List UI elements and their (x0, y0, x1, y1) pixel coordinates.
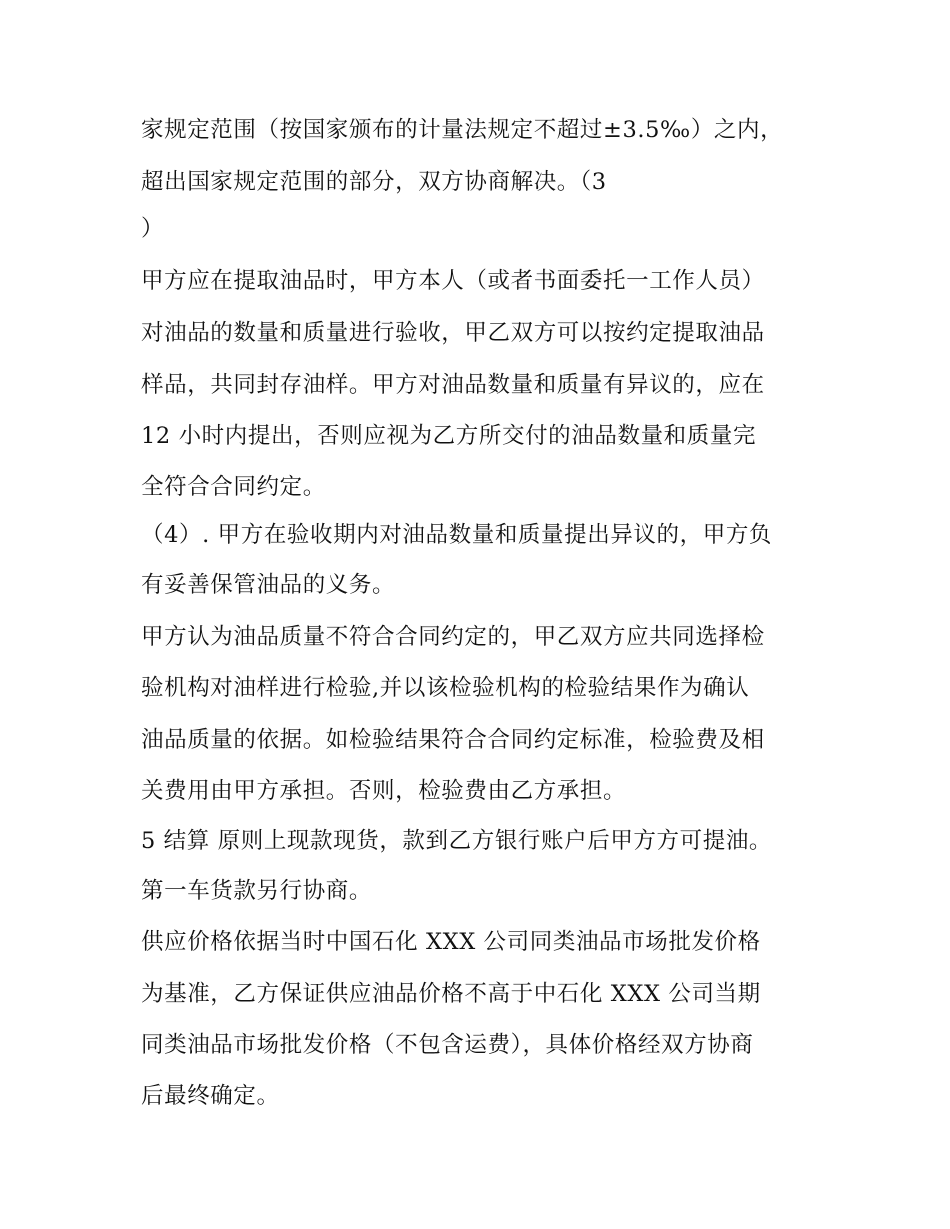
text-line: 有妥善保管油品的义务。 (141, 572, 396, 598)
text-line: 后最终确定。 (141, 1083, 280, 1109)
text-line: 样品，共同封存油样。甲方对油品数量和质量有异议的，应在 (141, 372, 765, 398)
text-line: 5 结算 原则上现款现货，款到乙方银行账户后甲方方可提油。 (141, 828, 773, 854)
text-line: 对油品的数量和质量进行验收，甲乙双方可以按约定提取油品 (141, 320, 765, 346)
text-line: 甲方应在提取油品时，甲方本人（或者书面委托一工作人员） (141, 268, 765, 294)
text-line: 供应价格依据当时中国石化 XXX 公司同类油品市场批发价格 (141, 929, 761, 955)
text-line: 超出国家规定范围的部分，双方协商解决。（3 (141, 169, 607, 195)
text-line: 12 小时内提出，否则应视为乙方所交付的油品数量和质量完 (141, 423, 757, 449)
text-line: （4）. 甲方在验收期内对油品数量和质量提出异议的，甲方负 (141, 522, 773, 548)
text-line: ） (141, 216, 165, 242)
text-line: 油品质量的依据。如检验结果符合合同约定标准，检验费及相 (141, 727, 765, 753)
text-line: 为基准，乙方保证供应油品价格不高于中石化 XXX 公司当期 (141, 981, 761, 1007)
text-line: 同类油品市场批发价格（不包含运费），具体价格经双方协商 (141, 1032, 754, 1058)
text-line: 甲方认为油品质量不符合合同约定的，甲乙双方应共同选择检 (141, 624, 765, 650)
text-line: 验机构对油样进行检验,并以该检验机构的检验结果作为确认 (141, 675, 750, 701)
text-line: 第一车货款另行协商。 (141, 878, 373, 904)
text-line: 家规定范围（按国家颁布的计量法规定不超过±3.5‰）之内， (141, 117, 784, 143)
text-line: 关费用由甲方承担。否则，检验费由乙方承担。 (141, 778, 627, 804)
text-line: 全符合合同约定。 (141, 474, 326, 500)
